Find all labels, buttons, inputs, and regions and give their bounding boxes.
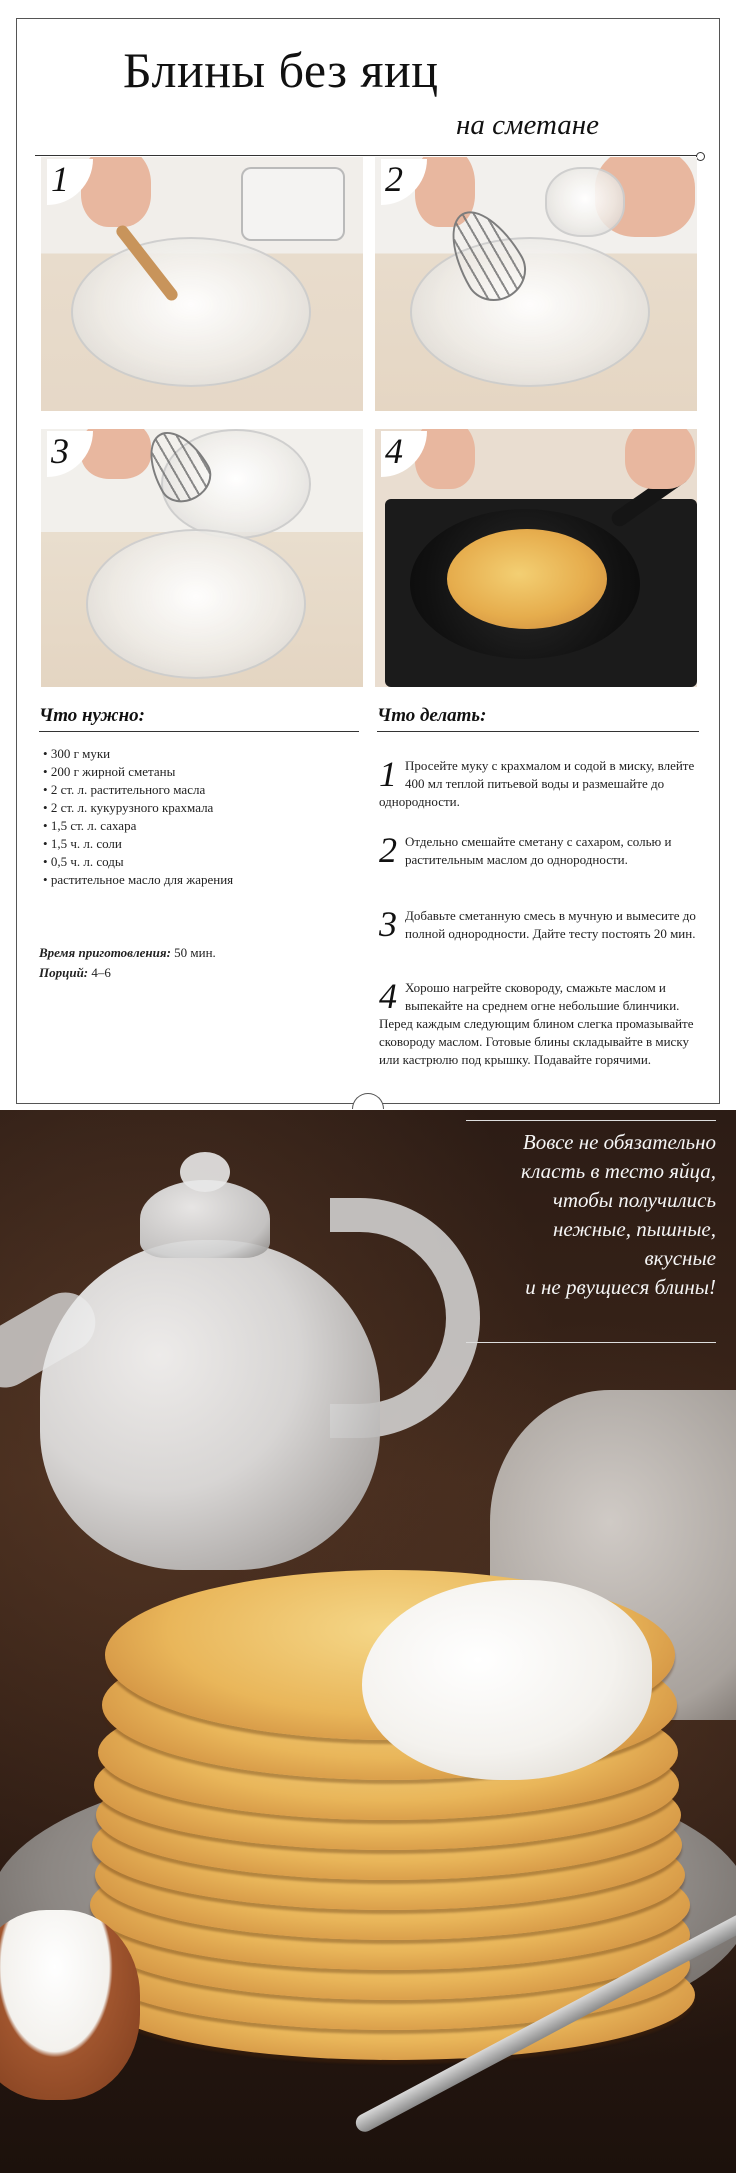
recipe-card [16,18,720,1104]
steps-heading: Что делать: [377,705,487,726]
step-number: 2 [379,830,397,870]
teapot-knob-image [180,1152,230,1192]
recipe-title: Блины без яиц [123,42,439,98]
pancakes-photo [0,1110,736,2173]
quote-line: чтобы получились [552,1188,716,1212]
step-photo-4 [375,429,697,687]
cooking-time-value: 50 мин. [174,945,216,960]
step-photo-number: 2 [381,159,427,205]
step-item [379,904,699,944]
portions [39,965,111,981]
quote-line: и не рвущиеся блины! [525,1275,716,1299]
quote-line: класть в тесто яйца, [520,1159,716,1183]
step-text: Отдельно смешайте сметану с сахаром, солью и растительным маслом до однородности. [405,834,672,867]
ingredient-item: • 1,5 ч. л. соли [43,835,353,853]
recipe-subtitle: на сметане [455,109,599,141]
ingredient-item: • растительное масло для жарения [43,871,353,889]
hand-image [625,429,695,489]
teapot-image [40,1240,380,1570]
glass-bowl-image [71,237,311,387]
step-number: 3 [379,904,397,944]
steps-divider [377,731,699,732]
step-number: 4 [379,976,397,1016]
step-item [379,830,699,870]
step-photo-2 [375,157,697,411]
portions-value: 4–6 [91,965,111,980]
step-item [379,976,699,1069]
quote-rule-bottom [466,1342,716,1343]
ingredient-item: • 1,5 ст. л. сахара [43,817,353,835]
ingredients-divider [39,731,359,732]
pancake-in-pan-image [447,529,607,629]
ingredient-item: • 200 г жирной сметаны [43,763,353,781]
glass-bowl-image [86,529,306,679]
quote-line: нежные, пышные, [553,1217,716,1241]
ingredient-item: • 2 ст. л. кукурузного крахмала [43,799,353,817]
portions-label: Порций: [39,965,89,980]
quote-text [416,1128,716,1302]
step-item [379,754,699,811]
ingredient-item: • 300 г муки [43,745,353,763]
small-bowl-image [545,167,625,237]
step-photo-number: 4 [381,431,427,477]
quote-line: Вовсе не обязательно [522,1130,716,1154]
step-text: Хорошо нагрейте сковороду, смажьте маслом и выпекайте на среднем огне небольшие блинчики. Перед каждым следующим блином слегка промазывайте сковороду маслом. Готовые блины складывайте в миску или кастрюлю под крышку. Подавайте горячими. [379,980,694,1067]
sour-cream-bowl-image [0,1910,140,2100]
quote-line: вкусные [644,1246,716,1270]
quote-rule-top [466,1120,716,1121]
water-jug-image [241,167,345,241]
ingredients-heading: Что нужно: [39,705,145,726]
glass-bowl-image [410,237,650,387]
step-photo-number: 3 [47,431,93,477]
step-text: Просейте муку с крахмалом и содой в миску, влейте 400 мл теплой питьевой воды и размешайте до однородности. [379,758,695,809]
cooking-time-label: Время приготовления: [39,945,171,960]
title-divider [35,155,701,156]
step-photo-3 [41,429,363,687]
ingredient-item: • 0,5 ч. л. соды [43,853,353,871]
step-text: Добавьте сметанную смесь в мучную и вымесите до полной однородности. Дайте тесту постоять 20 мин. [405,908,696,941]
sour-cream-image [362,1580,652,1780]
step-photo-1 [41,157,363,411]
step-number: 1 [379,754,397,794]
ingredients-list [43,745,353,889]
step-photo-number: 1 [47,159,93,205]
ingredient-item: • 2 ст. л. растительного масла [43,781,353,799]
cooking-time [39,945,216,961]
